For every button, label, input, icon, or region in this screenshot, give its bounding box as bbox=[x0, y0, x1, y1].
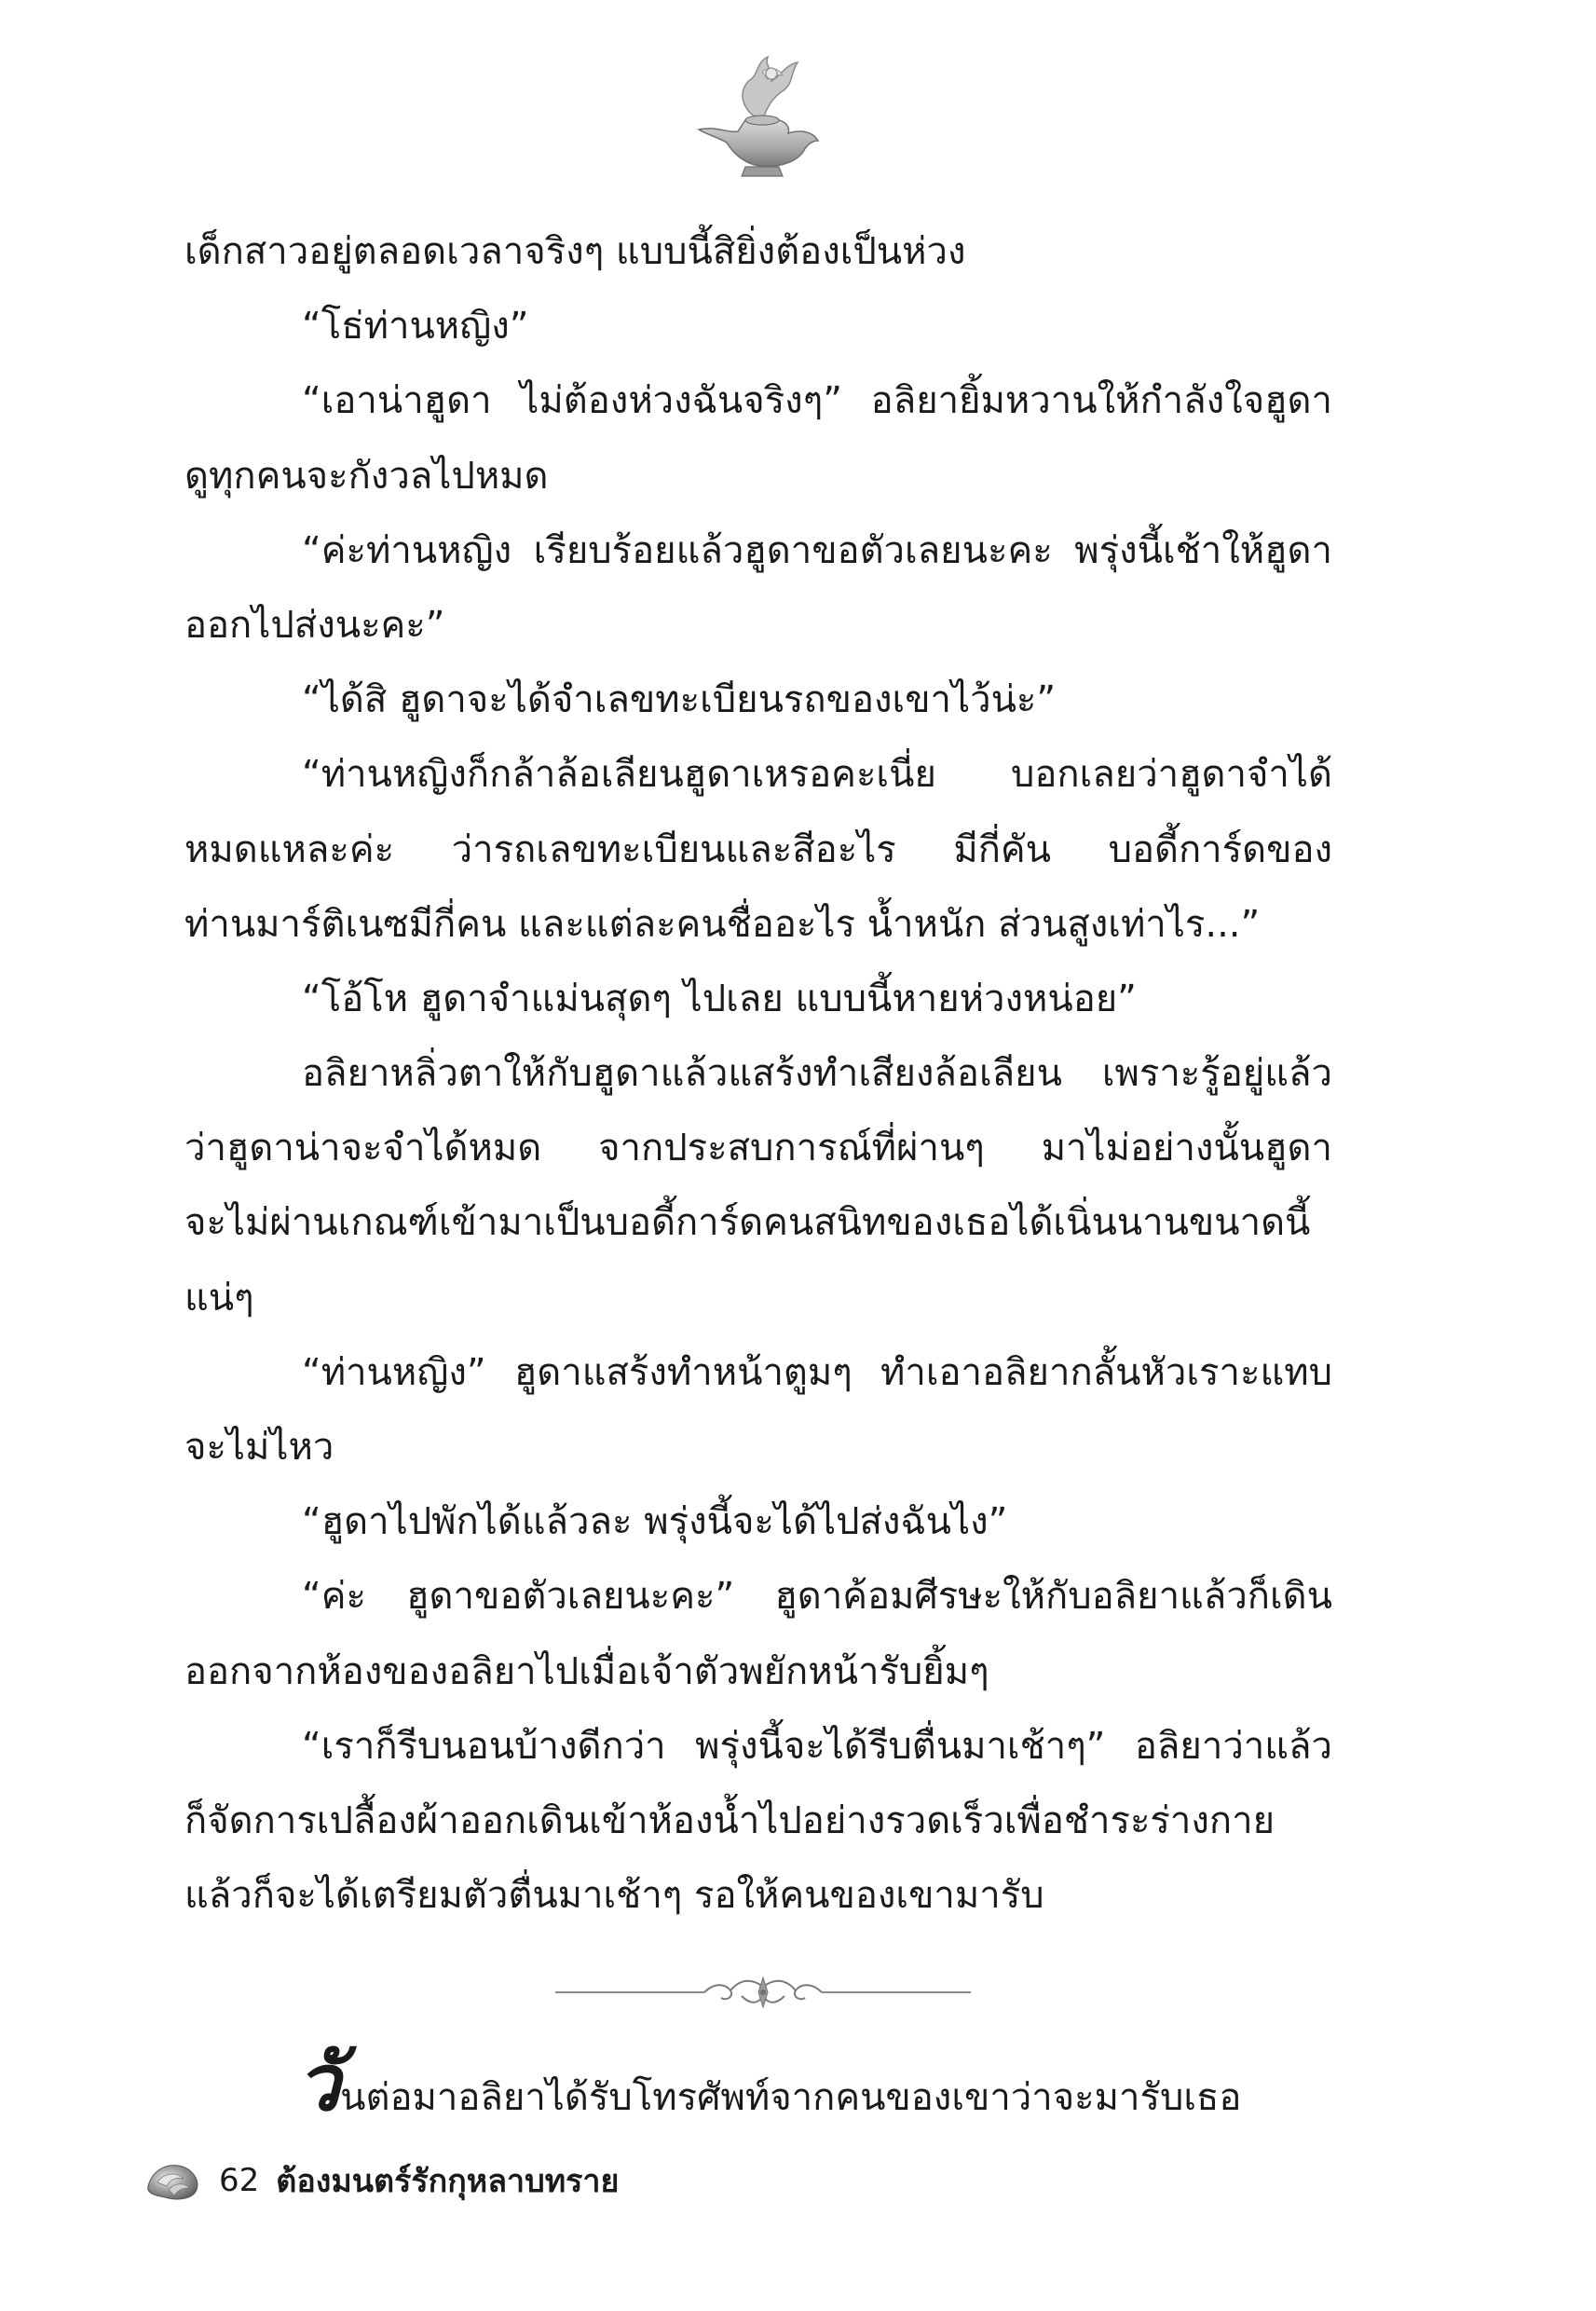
book-title: ต้องมนตร์รักกุหลาบทราย bbox=[276, 2163, 620, 2200]
text-line: เด็กสาวอยู่ตลอดเวลาจริงๆ แบบนี้สิยิ่งต้องเป็นห่วง bbox=[184, 230, 966, 273]
genie-lamp-icon bbox=[689, 51, 829, 182]
page-number: 62 bbox=[219, 2162, 260, 2199]
text-line: ว่าฮูดาน่าจะจำได้หมด จากประสบการณ์ที่ผ่านๆ มาไม่อย่างนั้นฮูดา bbox=[184, 1127, 1332, 1170]
text-line: ออกไปส่งนะคะ” bbox=[184, 603, 445, 647]
text-line: แน่ๆ bbox=[184, 1276, 254, 1320]
text-line: “โอ้โห ฮูดาจำแม่นสุดๆ ไปเลย แบบนี้หายห่วงหน่อย” bbox=[302, 977, 1137, 1020]
text-line: จะไม่ไหว bbox=[184, 1426, 334, 1469]
text-line: ท่านมาร์ติเนซมีกี่คน และแต่ละคนชื่ออะไร น้ำหนัก ส่วนสูงเท่าไร...” bbox=[184, 902, 1261, 946]
chapter-start-line bbox=[296, 2036, 1332, 2128]
page-footer bbox=[144, 2151, 619, 2210]
text-line: ก็จัดการเปลื้องผ้าออกเดินเข้าห้องน้ำไปอย่างรวดเร็วเพื่อชำระร่างกาย bbox=[184, 1798, 1275, 1842]
desert-rose-icon bbox=[144, 2158, 202, 2203]
chapter-start-text: นต่อมาอลิยาได้รับโทรศัพท์จากคนของเขาว่าจะมารับเธอ bbox=[340, 2076, 1242, 2119]
body-text bbox=[184, 214, 1332, 1933]
text-line: “ได้สิ ฮูดาจะได้จำเลขทะเบียนรถของเขาไว้น่ะ” bbox=[302, 678, 1057, 722]
text-line: “เราก็รีบนอนบ้างดีกว่า พรุ่งนี้จะได้รีบตื่นมาเช้าๆ” อลิยาว่าแล้ว bbox=[302, 1724, 1332, 1768]
text-line: อลิยาหลิ่วตาให้กับฮูดาแล้วแสร้งทำเสียงล้อเลียน เพราะรู้อยู่แล้ว bbox=[302, 1052, 1332, 1096]
text-line: จะไม่ผ่านเกณฑ์เข้ามาเป็นบอดี้การ์ดคนสนิทของเธอได้เนิ่นนานขนาดนี้ bbox=[184, 1201, 1311, 1245]
text-line: “ท่านหญิง” ฮูดาแสร้งทำหน้าตูมๆ ทำเอาอลิยากลั้นหัวเราะแทบ bbox=[302, 1350, 1332, 1394]
text-line: ดูทุกคนจะกังวลไปหมด bbox=[184, 454, 549, 498]
text-line: “ค่ะ ฮูดาขอตัวเลยนะคะ” ฮูดาค้อมศีรษะให้กับอลิยาแล้วก็เดิน bbox=[302, 1575, 1332, 1619]
text-line: “โธ่ท่านหญิง” bbox=[302, 305, 529, 349]
drop-cap: วั bbox=[296, 2036, 341, 2128]
text-line: หมดแหละค่ะ ว่ารถเลขทะเบียนและสีอะไร มีกี่คัน บอดี้การ์ดของ bbox=[184, 827, 1332, 871]
text-line: “ท่านหญิงก็กล้าล้อเลียนฮูดาเหรอคะเนี่ย บอกเลยว่าฮูดาจำได้ bbox=[302, 753, 1332, 797]
text-line: “ฮูดาไปพักได้แล้วละ พรุ่งนี้จะได้ไปส่งฉันไง” bbox=[302, 1500, 1008, 1544]
ornamental-divider bbox=[555, 1964, 971, 2020]
text-line: “ค่ะท่านหญิง เรียบร้อยแล้วฮูดาขอตัวเลยนะคะ พรุ่งนี้เช้าให้ฮูดา bbox=[302, 528, 1332, 572]
text-line: ออกจากห้องของอลิยาไปเมื่อเจ้าตัวพยักหน้ารับยิ้มๆ bbox=[184, 1649, 989, 1693]
text-line: แล้วก็จะได้เตรียมตัวตื่นมาเช้าๆ รอให้คนของเขามารับ bbox=[184, 1874, 1044, 1918]
text-line: “เอาน่าฮูดา ไม่ต้องห่วงฉันจริงๆ” อลิยายิ้มหวานให้กำลังใจฮูดา bbox=[302, 379, 1332, 423]
